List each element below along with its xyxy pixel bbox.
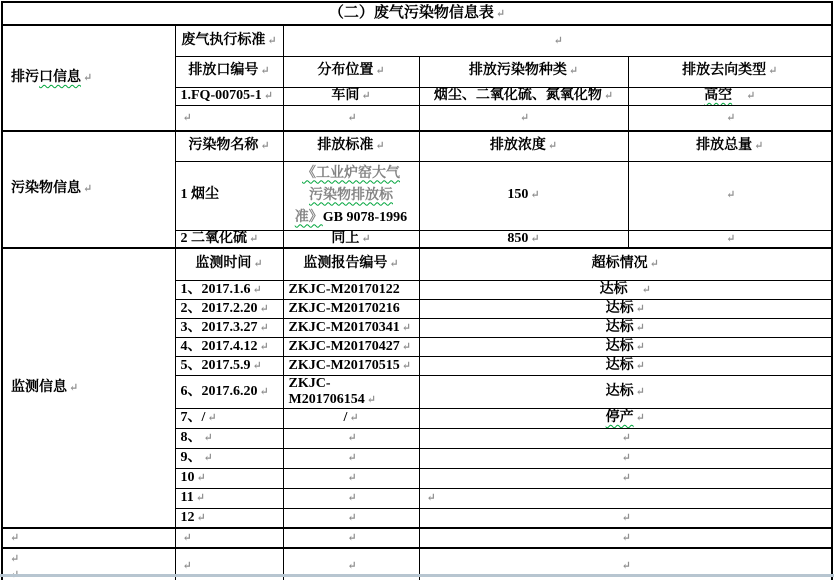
monitor-status: 达标 bbox=[605, 357, 634, 373]
empty-cell[interactable] bbox=[419, 528, 832, 548]
standard-text-line: 准》 bbox=[294, 209, 323, 225]
monitor-report: ZKJC-M20170216 bbox=[288, 300, 400, 316]
monitor-status-cell[interactable] bbox=[419, 488, 832, 508]
header-label: 排放总量 bbox=[696, 138, 753, 154]
monitor-report-cell[interactable] bbox=[283, 468, 419, 488]
pollutant-label-text: 污染物信息 bbox=[11, 181, 81, 197]
monitor-time-cell[interactable] bbox=[175, 318, 283, 337]
standard-text-line: 污染物排放标 bbox=[309, 187, 393, 203]
pilcrow-mark bbox=[345, 490, 356, 505]
monitor-status-cell[interactable] bbox=[419, 448, 832, 468]
pilcrow-mark bbox=[724, 110, 735, 125]
monitor-report: / bbox=[343, 410, 348, 425]
pilcrow-mark bbox=[251, 358, 262, 373]
pilcrow-mark bbox=[181, 530, 192, 545]
pilcrow-mark bbox=[345, 530, 356, 545]
header-label: 分布位置 bbox=[317, 63, 374, 79]
header-label: 排放污染物种类 bbox=[468, 63, 567, 79]
header-monitor-report[interactable] bbox=[283, 248, 419, 280]
empty-cell[interactable] bbox=[628, 105, 832, 131]
pollutant-name-cell[interactable] bbox=[175, 230, 283, 248]
section-label-pollutant[interactable] bbox=[2, 131, 175, 248]
page-title: （二）废气污染物信息表 bbox=[328, 4, 494, 21]
header-monitor-time[interactable] bbox=[175, 248, 283, 280]
monitor-status-cell[interactable] bbox=[419, 318, 832, 337]
monitor-status-cell[interactable] bbox=[419, 299, 832, 318]
pilcrow-mark bbox=[345, 470, 356, 485]
pilcrow-mark bbox=[518, 110, 529, 125]
monitor-time: 8、 bbox=[180, 430, 202, 445]
monitor-time: 6、2017.6.20 bbox=[180, 383, 258, 399]
pilcrow-mark bbox=[345, 558, 356, 573]
outlet-code: 1.FQ-00705-1 bbox=[180, 88, 262, 103]
monitor-report-cell[interactable] bbox=[283, 488, 419, 508]
monitor-status-cell[interactable] bbox=[419, 428, 832, 448]
monitor-time-cell[interactable] bbox=[175, 468, 283, 488]
monitor-report-cell[interactable] bbox=[283, 428, 419, 448]
pilcrow-mark bbox=[567, 63, 578, 78]
pilcrow-mark bbox=[634, 301, 645, 316]
outlet-types-cell[interactable] bbox=[419, 87, 628, 105]
monitor-report-cell[interactable] bbox=[283, 375, 419, 408]
pilcrow-mark bbox=[258, 384, 269, 399]
pilcrow-mark bbox=[732, 88, 755, 103]
outlet-code-cell[interactable] bbox=[175, 87, 283, 105]
monitor-header-row bbox=[2, 248, 832, 280]
pilcrow-mark bbox=[620, 450, 631, 465]
pilcrow-mark bbox=[766, 63, 777, 78]
header-label: 监测报告编号 bbox=[303, 256, 388, 272]
monitor-report: ZKJC-M201706154 bbox=[288, 375, 365, 407]
pilcrow-mark bbox=[262, 88, 273, 103]
pilcrow-mark bbox=[620, 558, 631, 573]
empty-row bbox=[2, 528, 832, 548]
outlet-location: 车间 bbox=[331, 88, 360, 103]
pilcrow-mark bbox=[546, 138, 557, 153]
monitor-report-cell[interactable] bbox=[283, 356, 419, 375]
monitor-status: 达标 bbox=[599, 281, 628, 297]
pilcrow-mark bbox=[8, 530, 19, 545]
monitor-report-cell[interactable] bbox=[283, 408, 419, 428]
pollutant-concentration-cell[interactable] bbox=[419, 161, 628, 230]
pilcrow-mark bbox=[494, 5, 505, 21]
header-label: 超标情况 bbox=[591, 256, 648, 272]
monitor-report: ZKJC-M20170427 bbox=[288, 338, 400, 354]
pilcrow-mark bbox=[724, 231, 735, 246]
pilcrow-mark bbox=[724, 187, 735, 202]
outlet-label-spellcheck: 口信息 bbox=[39, 69, 81, 85]
monitor-report: ZKJC-M20170341 bbox=[288, 319, 400, 335]
monitor-time-cell[interactable] bbox=[175, 337, 283, 356]
monitor-status-cell[interactable] bbox=[419, 408, 832, 428]
pilcrow-mark bbox=[258, 320, 269, 335]
standard-same-as-above: 同上 bbox=[331, 230, 360, 246]
pilcrow-mark bbox=[602, 88, 613, 103]
monitor-status-cell[interactable] bbox=[419, 375, 832, 408]
monitor-time: 11 bbox=[180, 490, 194, 505]
pilcrow-mark bbox=[620, 470, 631, 485]
section-label-monitor[interactable] bbox=[2, 248, 175, 528]
pilcrow-mark bbox=[347, 410, 358, 425]
pilcrow-mark bbox=[258, 138, 269, 153]
header-label: 排放去向类型 bbox=[682, 63, 767, 79]
pilcrow-mark bbox=[425, 490, 436, 505]
pilcrow-mark bbox=[634, 410, 645, 425]
monitor-time: 4、2017.4.12 bbox=[180, 338, 258, 354]
monitor-time-cell[interactable] bbox=[175, 448, 283, 468]
pilcrow-mark bbox=[251, 256, 262, 271]
standard-text-line: 《工业炉窑大气 bbox=[302, 165, 400, 181]
header-exceed-status[interactable] bbox=[419, 248, 832, 280]
monitor-status: 达标 bbox=[605, 383, 634, 399]
pilcrow-mark bbox=[258, 63, 269, 78]
pollutant-concentration-cell[interactable] bbox=[419, 230, 628, 248]
pilcrow-mark bbox=[373, 138, 384, 153]
monitor-time: 2、2017.2.20 bbox=[180, 300, 258, 316]
monitor-report: ZKJC-M20170122 bbox=[288, 281, 400, 297]
monitor-status: 达标 bbox=[605, 319, 634, 335]
pilcrow-mark bbox=[258, 339, 269, 354]
monitor-status: 达标 bbox=[605, 300, 634, 316]
pilcrow-mark bbox=[81, 70, 92, 85]
header-label: 排放标准 bbox=[317, 138, 374, 154]
monitor-time-cell[interactable] bbox=[175, 508, 283, 528]
monitor-status-cell[interactable] bbox=[419, 337, 832, 356]
monitor-report-cell[interactable] bbox=[283, 337, 419, 356]
pollutant-total-cell[interactable] bbox=[628, 161, 832, 230]
header-emission-total[interactable] bbox=[628, 131, 832, 161]
monitor-time: 3、2017.3.27 bbox=[180, 319, 258, 335]
monitor-time-cell[interactable] bbox=[175, 299, 283, 318]
monitor-time: 5、2017.5.9 bbox=[180, 357, 251, 373]
pilcrow-mark bbox=[359, 231, 370, 246]
pollutant-name-cell[interactable] bbox=[175, 161, 283, 230]
outlet-label-text: 排污 bbox=[11, 69, 39, 85]
pilcrow-mark bbox=[373, 63, 384, 78]
pilcrow-mark bbox=[194, 490, 205, 505]
monitor-report-cell[interactable] bbox=[283, 508, 419, 528]
concentration-value: 150 bbox=[507, 187, 529, 203]
pilcrow-mark bbox=[181, 110, 192, 125]
monitor-status: 停产 bbox=[605, 410, 634, 425]
header-label: 废气执行标准 bbox=[181, 32, 266, 48]
pilcrow-mark bbox=[345, 110, 356, 125]
pilcrow-mark bbox=[365, 392, 376, 407]
empty-cell[interactable] bbox=[175, 528, 283, 548]
outlet-location-cell[interactable] bbox=[283, 87, 419, 105]
pilcrow-mark bbox=[634, 358, 645, 373]
pollutant-header-row bbox=[2, 131, 832, 161]
header-pollutant-name[interactable] bbox=[175, 131, 283, 161]
monitor-time-cell[interactable] bbox=[175, 356, 283, 375]
pilcrow-mark bbox=[345, 430, 356, 445]
pilcrow-mark bbox=[620, 530, 631, 545]
pilcrow-mark bbox=[8, 551, 170, 567]
pilcrow-mark bbox=[400, 339, 411, 354]
pilcrow-mark bbox=[345, 450, 356, 465]
pilcrow-mark bbox=[528, 187, 539, 202]
monitor-time-cell[interactable] bbox=[175, 375, 283, 408]
monitor-time: 7、/ bbox=[180, 410, 206, 425]
header-emission-concentration[interactable] bbox=[419, 131, 628, 161]
pilcrow-mark bbox=[258, 301, 269, 316]
header-label: 污染物名称 bbox=[188, 138, 259, 154]
monitor-time: 9、 bbox=[180, 450, 202, 465]
header-waste-gas-standard[interactable] bbox=[175, 25, 283, 56]
empty-cell[interactable] bbox=[419, 105, 628, 131]
pilcrow-mark bbox=[752, 138, 763, 153]
monitor-report-cell[interactable] bbox=[283, 448, 419, 468]
pollutant-total-cell[interactable] bbox=[628, 230, 832, 248]
pilcrow-mark bbox=[195, 510, 206, 525]
pilcrow-mark bbox=[400, 320, 411, 335]
pilcrow-mark bbox=[251, 282, 262, 297]
monitor-label-text: 监测信息 bbox=[11, 379, 67, 395]
pilcrow-mark bbox=[648, 256, 659, 271]
pilcrow-mark bbox=[359, 88, 370, 103]
monitor-status-cell[interactable] bbox=[419, 508, 832, 528]
header-outlet-code[interactable] bbox=[175, 56, 283, 87]
pollutant-standard-cell[interactable] bbox=[283, 230, 419, 248]
monitor-status-cell[interactable] bbox=[419, 468, 832, 488]
pilcrow-mark bbox=[634, 320, 645, 335]
pilcrow-mark bbox=[634, 339, 645, 354]
monitor-time-cell[interactable] bbox=[175, 280, 283, 299]
empty-cell[interactable] bbox=[2, 528, 175, 548]
outlet-types: 烟尘、二氧化硫、氮氧化物 bbox=[433, 88, 602, 103]
pilcrow-mark bbox=[202, 430, 213, 445]
monitor-status-cell[interactable] bbox=[419, 356, 832, 375]
monitor-report-cell[interactable] bbox=[283, 280, 419, 299]
pilcrow-mark bbox=[195, 470, 206, 485]
outlet-destination-cell[interactable] bbox=[628, 87, 832, 105]
table-title-row bbox=[2, 2, 832, 25]
waste-gas-pollutant-table bbox=[1, 1, 833, 580]
pilcrow-mark bbox=[67, 380, 78, 395]
concentration-value: 850 bbox=[507, 230, 529, 246]
pilcrow-mark bbox=[345, 510, 356, 525]
header-destination-type[interactable] bbox=[628, 56, 832, 87]
header-emission-standard[interactable] bbox=[283, 131, 419, 161]
header-label: 监测时间 bbox=[195, 256, 252, 272]
monitor-report-cell[interactable] bbox=[283, 299, 419, 318]
monitor-time-cell[interactable] bbox=[175, 408, 283, 428]
pilcrow-mark bbox=[265, 33, 276, 48]
section-label-outlet[interactable] bbox=[2, 25, 175, 131]
pilcrow-mark bbox=[81, 181, 92, 196]
table-title-cell[interactable] bbox=[2, 2, 832, 25]
pilcrow-mark bbox=[620, 430, 631, 445]
pilcrow-mark bbox=[247, 231, 258, 246]
empty-cell[interactable] bbox=[283, 105, 419, 131]
outlet-destination: 高空 bbox=[704, 88, 733, 103]
waste-gas-standard-value-cell[interactable] bbox=[283, 25, 832, 56]
monitor-time-cell[interactable] bbox=[175, 428, 283, 448]
pollutant-name: 1 烟尘 bbox=[180, 187, 219, 203]
pilcrow-mark bbox=[628, 282, 651, 297]
header-pollutant-types[interactable] bbox=[419, 56, 628, 87]
header-label: 排放浓度 bbox=[489, 138, 546, 154]
empty-cell[interactable] bbox=[175, 105, 283, 131]
pilcrow-mark bbox=[552, 33, 563, 48]
monitor-report-cell[interactable] bbox=[283, 318, 419, 337]
pilcrow-mark bbox=[181, 558, 192, 573]
pollutant-name: 2 二氧化硫 bbox=[180, 230, 247, 246]
monitor-time-cell[interactable] bbox=[175, 488, 283, 508]
pollutant-standard-cell[interactable] bbox=[283, 161, 419, 230]
monitor-report: ZKJC-M20170515 bbox=[288, 357, 400, 373]
monitor-time: 10 bbox=[180, 470, 195, 485]
monitor-time: 1、2017.1.6 bbox=[180, 281, 251, 297]
monitor-status-cell[interactable] bbox=[419, 280, 832, 299]
pilcrow-mark bbox=[528, 231, 539, 246]
pilcrow-mark bbox=[387, 256, 398, 271]
pilcrow-mark bbox=[202, 450, 213, 465]
empty-cell[interactable] bbox=[283, 528, 419, 548]
pilcrow-mark bbox=[620, 510, 631, 525]
pilcrow-mark bbox=[634, 384, 645, 399]
monitor-time: 12 bbox=[180, 509, 195, 525]
header-label: 排放口编号 bbox=[188, 63, 259, 79]
standard-code: GB 9078-1996 bbox=[322, 209, 408, 225]
monitor-status: 达标 bbox=[605, 338, 634, 354]
window-edge-strip bbox=[0, 574, 834, 577]
pilcrow-mark bbox=[400, 358, 411, 373]
header-location[interactable] bbox=[283, 56, 419, 87]
pilcrow-mark bbox=[205, 410, 216, 425]
